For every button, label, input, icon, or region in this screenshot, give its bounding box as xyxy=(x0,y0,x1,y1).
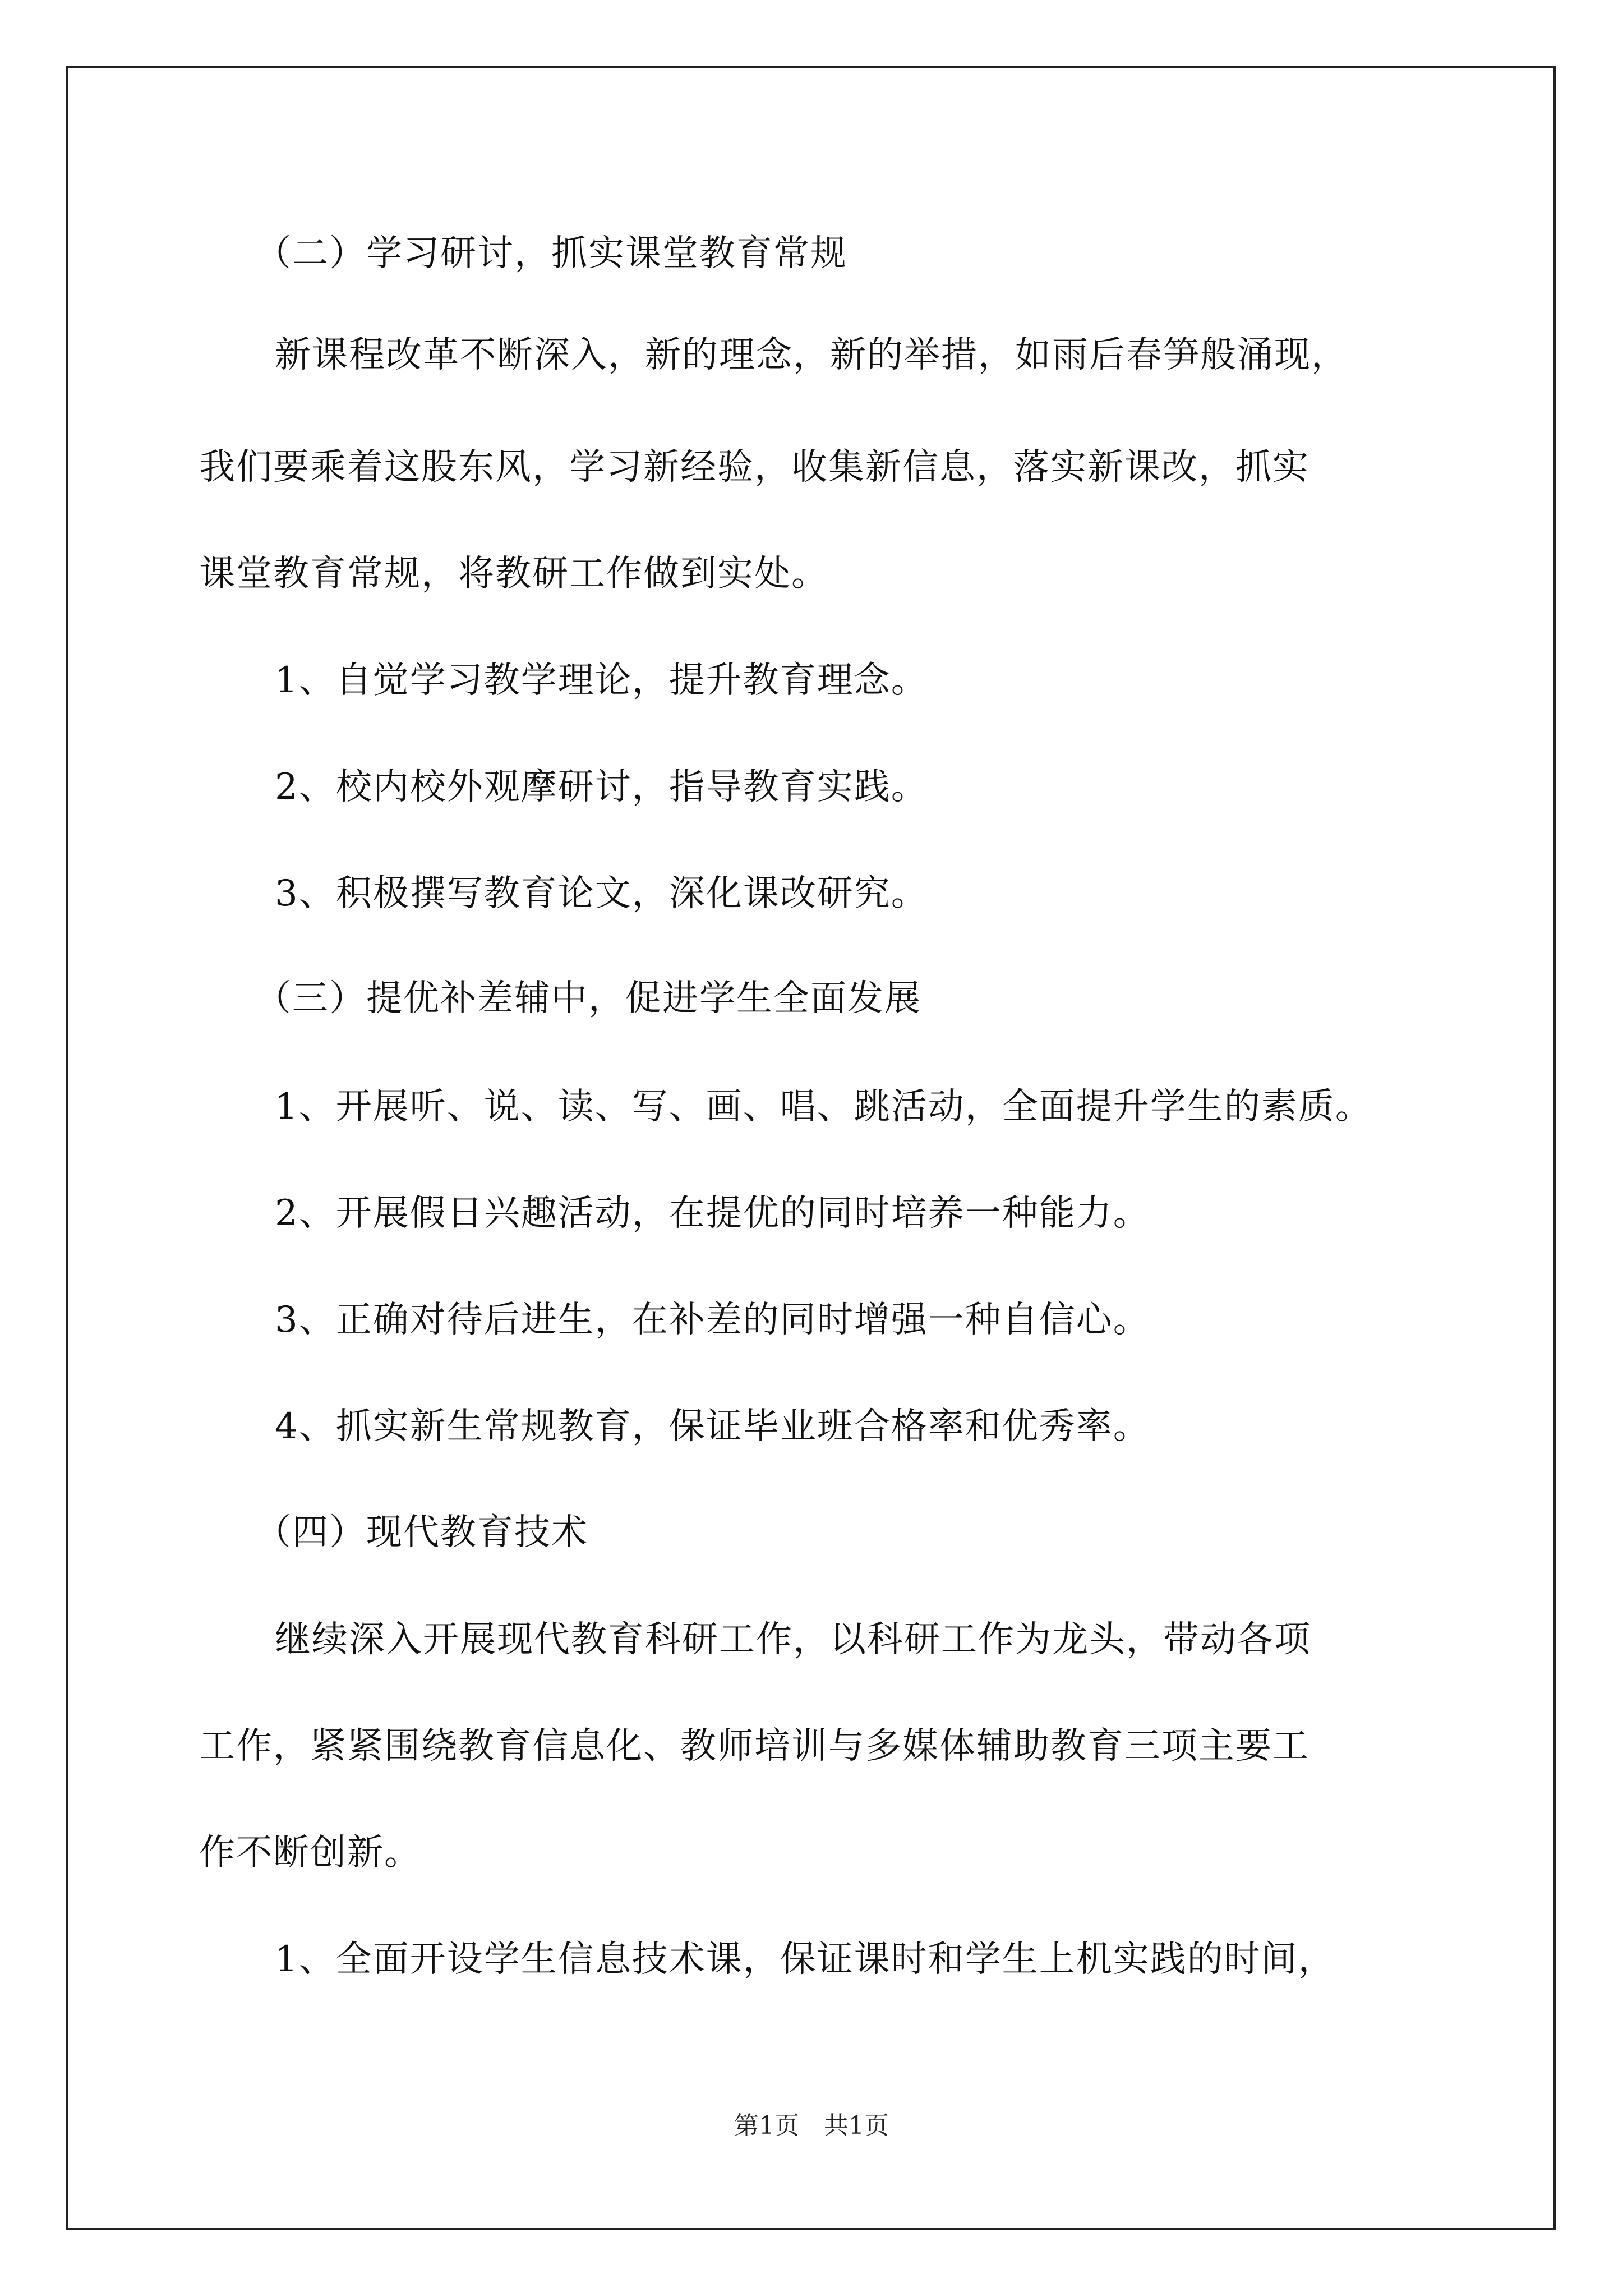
list-item: 3、积极撰写教育论文，深化课改研究。 xyxy=(275,873,928,914)
list-item: 1、自觉学习教学理论，提升教育理念。 xyxy=(275,660,928,701)
section-heading-4: （四）现代教育技术 xyxy=(255,1512,588,1553)
paragraph-line: 我们要乘着这股东风，学习新经验，收集新信息，落实新课改，抓实 xyxy=(199,447,1310,488)
list-item: 4、抓实新生常规教育，保证毕业班合格率和优秀率。 xyxy=(275,1406,1150,1447)
paragraph-line: 作不断创新。 xyxy=(199,1832,421,1874)
list-item: 1、全面开设学生信息技术课，保证课时和学生上机实践的时间， xyxy=(275,1939,1335,1980)
list-item: 2、校内校外观摩研讨，指导教育实践。 xyxy=(275,766,928,808)
list-item: 3、正确对待后进生，在补差的同时增强一种自信心。 xyxy=(275,1299,1150,1341)
paragraph-line: 工作，紧紧围绕教育信息化、教师培训与多媒体辅助教育三项主要工 xyxy=(199,1726,1310,1767)
section-heading-3: （三）提优补差辅中，促进学生全面发展 xyxy=(255,978,921,1019)
paragraph-line: 新课程改革不断深入，新的理念，新的举措，如雨后春笋般涌现， xyxy=(275,334,1348,376)
paragraph-line: 继续深入开展现代教育科研工作，以科研工作为龙头，带动各项 xyxy=(275,1619,1311,1660)
list-item: 1、开展听、说、读、写、画、唱、跳活动，全面提升学生的素质。 xyxy=(275,1086,1372,1128)
page-border xyxy=(66,66,1556,2230)
paragraph-line: 课堂教育常规，将教研工作做到实处。 xyxy=(199,553,828,595)
page-footer: 第1页 共1页 xyxy=(734,2111,889,2140)
list-item: 2、开展假日兴趣活动，在提优的同时培养一种能力。 xyxy=(275,1193,1150,1234)
section-heading-2: （二）学习研讨，抓实课堂教育常规 xyxy=(255,233,847,274)
